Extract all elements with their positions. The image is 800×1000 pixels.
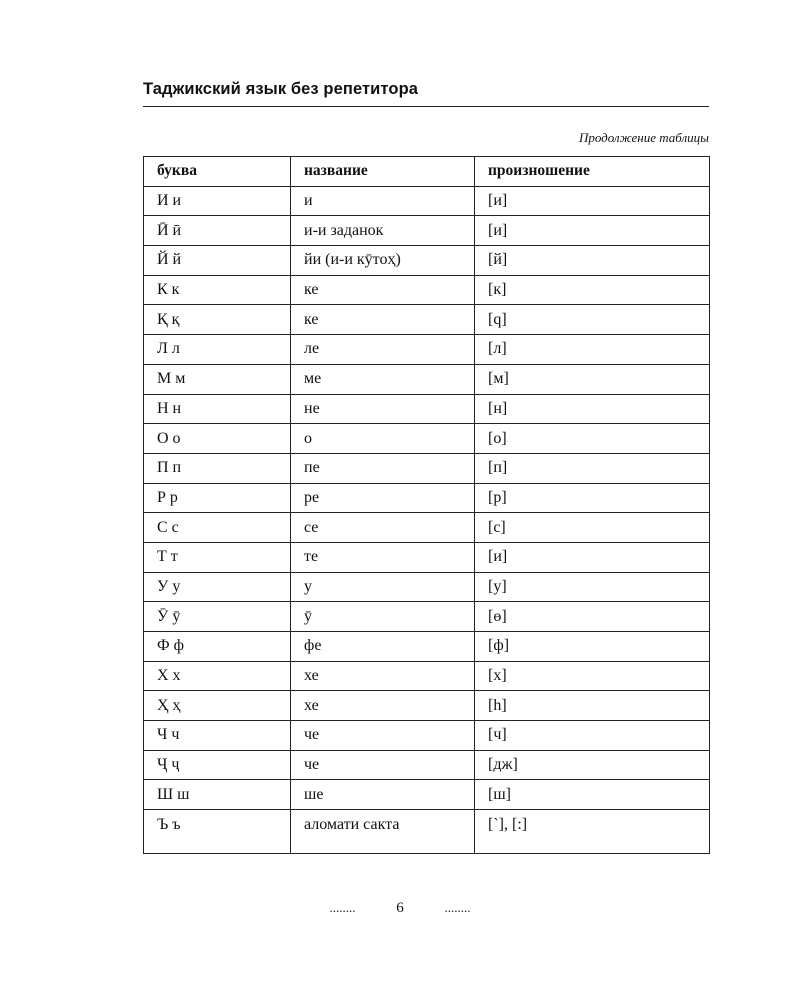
name-cell: не [291,394,475,424]
table-row [144,810,710,854]
pronunciation-cell: [р] [475,483,710,513]
table-row [144,513,710,543]
pronunciation-cell: [й] [475,246,710,276]
name-cell: те [291,542,475,572]
letter-cell: И и [144,186,291,216]
pronunciation-cell: [ш] [475,780,710,810]
letter-cell: Ф ф [144,632,291,662]
name-cell: че [291,721,475,751]
pronunciation-cell: [дж] [475,750,710,780]
table-row [144,572,710,602]
letter-cell: Т т [144,542,291,572]
pronunciation-cell: [h] [475,691,710,721]
name-cell: ке [291,305,475,335]
letter-cell: Ш ш [144,780,291,810]
table-row [144,424,710,454]
letter-cell: Ӯ ӯ [144,602,291,632]
footer-dots-right: ........ [444,900,471,915]
pronunciation-cell: [х] [475,661,710,691]
table-row [144,453,710,483]
name-cell: че [291,750,475,780]
letter-cell: К к [144,275,291,305]
pronunciation-cell: [и] [475,216,710,246]
pronunciation-cell: [с] [475,513,710,543]
pronunciation-cell: [ч] [475,721,710,751]
letter-cell: Й й [144,246,291,276]
header-rule [143,106,709,107]
column-header-pronunciation: произношение [475,157,710,187]
pronunciation-cell: [н] [475,394,710,424]
letter-cell: Ҳ ҳ [144,691,291,721]
table-row [144,364,710,394]
pronunciation-cell: [п] [475,453,710,483]
table-row [144,602,710,632]
letter-cell: Ӣ ӣ [144,216,291,246]
name-cell: ӯ [291,602,475,632]
letter-cell: У у [144,572,291,602]
letter-cell: Қ қ [144,305,291,335]
pronunciation-cell: [к] [475,275,710,305]
name-cell: и [291,186,475,216]
table-row [144,632,710,662]
table-row [144,780,710,810]
table-row [144,721,710,751]
pronunciation-cell: [у] [475,572,710,602]
letter-cell: С с [144,513,291,543]
name-cell: и-и заданок [291,216,475,246]
table-row [144,186,710,216]
alphabet-table [143,156,710,854]
name-cell: ке [291,275,475,305]
letter-cell: Н н [144,394,291,424]
pronunciation-cell: [и] [475,186,710,216]
running-header: Таджикский язык без репетитора [143,80,419,98]
page-number: 6 [396,900,404,916]
letter-cell: О о [144,424,291,454]
table-row [144,335,710,365]
name-cell: пе [291,453,475,483]
table-row [144,661,710,691]
letter-cell: П п [144,453,291,483]
table-row [144,305,710,335]
name-cell: се [291,513,475,543]
letter-cell: Ч ч [144,721,291,751]
table-row [144,542,710,572]
pronunciation-cell: [q] [475,305,710,335]
pronunciation-cell: [л] [475,335,710,365]
letter-cell: Л л [144,335,291,365]
pronunciation-cell: [`], [:] [475,810,710,854]
name-cell: у [291,572,475,602]
table-row [144,394,710,424]
name-cell: йи (и-и кӯтоҳ) [291,246,475,276]
table-row [144,483,710,513]
column-header-letter: буква [144,157,291,187]
letter-cell: Ъ ъ [144,810,291,854]
footer-dots-left: ........ [329,900,356,915]
page-footer [0,900,800,917]
table-row [144,750,710,780]
pronunciation-cell: [ө] [475,602,710,632]
table-row [144,216,710,246]
pronunciation-cell: [и] [475,542,710,572]
name-cell: о [291,424,475,454]
name-cell: ре [291,483,475,513]
name-cell: хе [291,691,475,721]
pronunciation-cell: [ф] [475,632,710,662]
table-row [144,246,710,276]
name-cell: фе [291,632,475,662]
column-header-name: название [291,157,475,187]
pronunciation-cell: [о] [475,424,710,454]
name-cell: ме [291,364,475,394]
table-continuation-note: Продолжение таблицы [578,130,709,145]
letter-cell: М м [144,364,291,394]
letter-cell: Х х [144,661,291,691]
name-cell: ше [291,780,475,810]
table-row [144,691,710,721]
letter-cell: Р р [144,483,291,513]
table-header-row [144,157,710,187]
table-row [144,275,710,305]
pronunciation-cell: [м] [475,364,710,394]
letter-cell: Ҷ ҷ [144,750,291,780]
name-cell: хе [291,661,475,691]
name-cell: ле [291,335,475,365]
name-cell: аломати сакта [291,810,475,854]
